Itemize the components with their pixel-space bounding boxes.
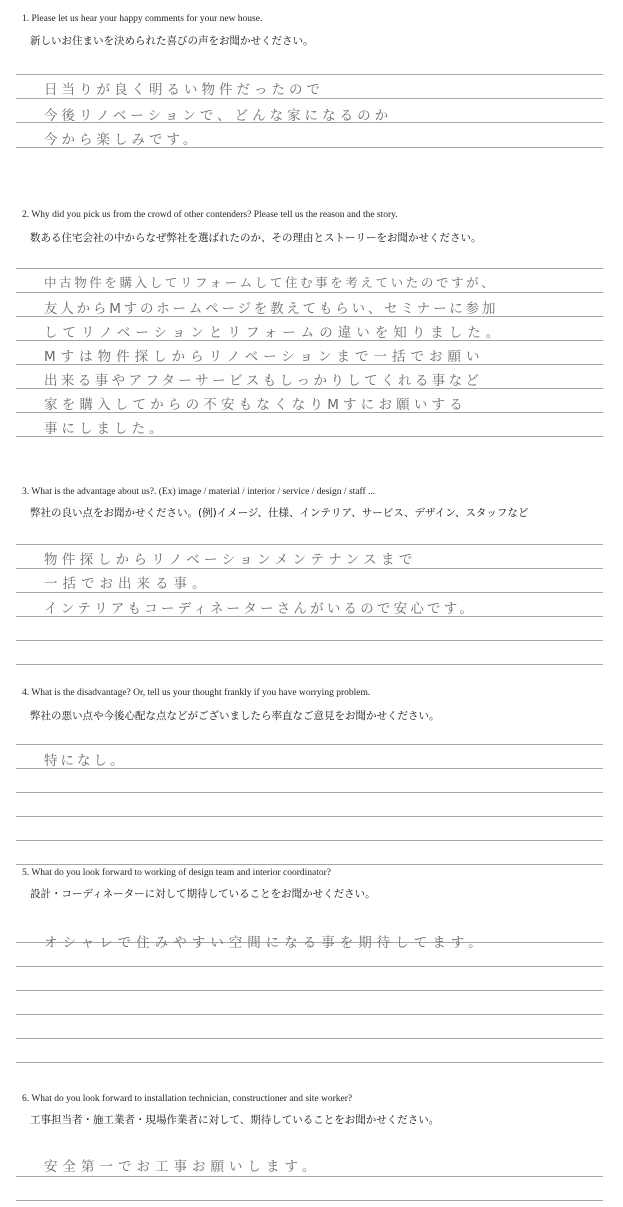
writing-line bbox=[16, 1038, 603, 1039]
question-4-japanese: 弊社の悪い点や今後心配な点などがございましたら率直なご意見をお聞かせください。 bbox=[30, 710, 440, 722]
writing-line bbox=[16, 1062, 603, 1063]
question-1-english: 1. Please let us hear your happy comments for your new house. bbox=[22, 14, 263, 24]
handwritten-answer-line: Mすは物件探しからリノベーションまで一括でお願い bbox=[44, 349, 485, 365]
writing-line bbox=[16, 792, 603, 793]
handwritten-answer-line: 一括でお出来る事。 bbox=[44, 576, 211, 592]
question-3-japanese: 弊社の良い点をお聞かせください。(例)イメージ、仕様、インテリア、サービス、デザイン、スタッフなど bbox=[30, 507, 529, 519]
writing-line bbox=[16, 840, 603, 841]
handwritten-answer-line: 特になし。 bbox=[44, 753, 127, 769]
writing-line bbox=[16, 1200, 603, 1201]
handwritten-answer-line: 日当りが良く明るい物件だったので bbox=[44, 82, 324, 98]
handwritten-answer-line: 物件探しからリノベーションメンテナンスまで bbox=[44, 552, 417, 568]
question-2-english: 2. Why did you pick us from the crowd of other contenders? Please tell us the reason and the story. bbox=[22, 210, 398, 220]
writing-line bbox=[16, 74, 603, 75]
question-2-japanese: 数ある住宅会社の中からなぜ弊社を選ばれたのか、その理由とストーリーをお聞かせください。 bbox=[30, 232, 482, 244]
question-6-english: 6. What do you look forward to installation technician, constructioner and site worker? bbox=[22, 1094, 353, 1104]
handwritten-answer-line: 家を購入してからの不安もなくなりMすにお願いする bbox=[44, 397, 467, 413]
writing-line bbox=[16, 268, 603, 269]
writing-line bbox=[16, 816, 603, 817]
handwritten-answer-line: 出来る事やアフターサービスもしっかりしてくれる事など bbox=[44, 373, 483, 389]
writing-line bbox=[16, 640, 603, 641]
question-1-japanese: 新しいお住まいを決められた喜びの声をお聞かせください。 bbox=[30, 35, 314, 47]
writing-line bbox=[16, 664, 603, 665]
question-5-japanese: 設計・コーディネーターに対して期待していることをお聞かせください。 bbox=[30, 888, 376, 900]
question-5-english: 5. What do you look forward to working of design team and interior coordinator? bbox=[22, 868, 332, 878]
writing-line bbox=[16, 864, 603, 865]
writing-line bbox=[16, 98, 603, 99]
handwritten-answer-line: 中古物件を購入してリフォームして住む事を考えていたのですが、 bbox=[44, 275, 497, 290]
writing-line bbox=[16, 568, 603, 569]
writing-line bbox=[16, 292, 603, 293]
writing-line bbox=[16, 544, 603, 545]
handwritten-answer-line: 安全第一でお工事お願いします。 bbox=[44, 1159, 321, 1175]
writing-line bbox=[16, 592, 603, 593]
question-3-english: 3. What is the advantage about us?. (Ex) image / material / interior / service / design / staff ... bbox=[22, 487, 376, 497]
handwritten-answer-line: 今から楽しみです。 bbox=[44, 132, 201, 148]
writing-line bbox=[16, 1014, 603, 1015]
handwritten-answer-line: オシャレで住みやすい空間になる事を期待してます。 bbox=[44, 935, 487, 951]
writing-line bbox=[16, 744, 603, 745]
handwritten-answer-line: してリノベーションとリフォームの違いを知りました。 bbox=[44, 325, 505, 341]
question-4-english: 4. What is the disadvantage? Or, tell us your thought frankly if you have worrying problem. bbox=[22, 688, 371, 698]
handwritten-answer-line: 今後リノベーションで、どんな家になるのか bbox=[44, 108, 393, 124]
writing-line bbox=[16, 1176, 603, 1177]
writing-line bbox=[16, 966, 603, 967]
handwritten-answer-line: 事にしました。 bbox=[44, 421, 167, 437]
writing-line bbox=[16, 990, 603, 991]
handwritten-answer-line: インテリアもコーディネーターさんがいるので安心です。 bbox=[44, 601, 477, 617]
question-6-japanese: 工事担当者・施工業者・現場作業者に対して、期待していることをお聞かせください。 bbox=[30, 1114, 440, 1126]
handwritten-answer-line: 友人からMすのホームページを教えてもらい、セミナーに参加 bbox=[44, 301, 499, 317]
